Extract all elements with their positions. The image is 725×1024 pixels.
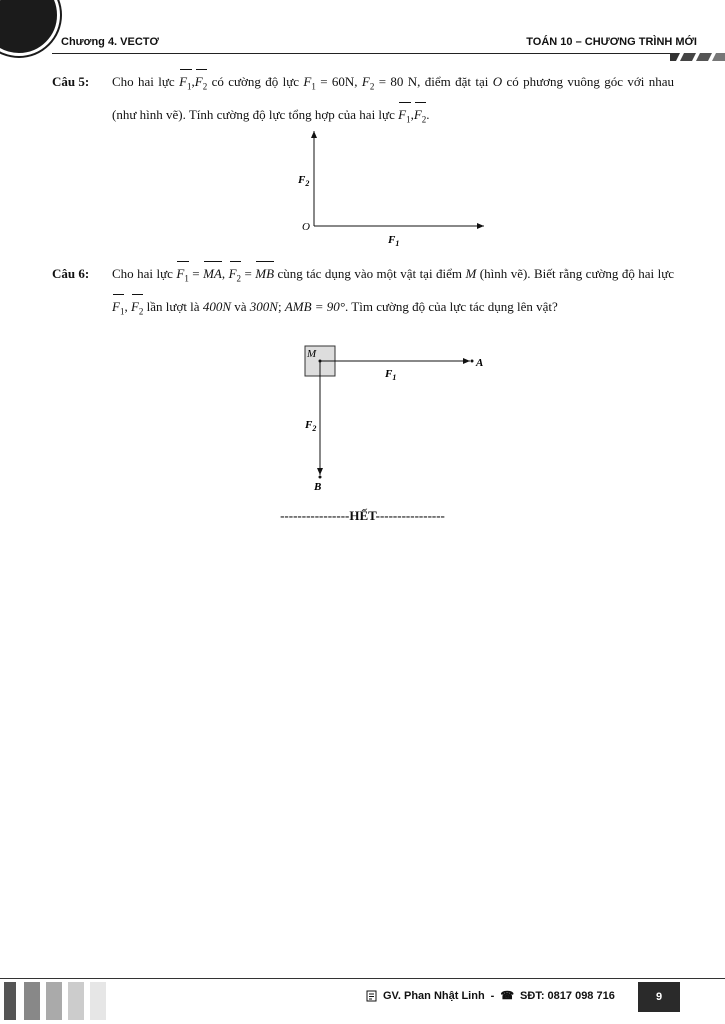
semicolon: ; (277, 298, 282, 314)
footer-bars (0, 982, 120, 1022)
chapter-title: Chương 4. VECTƠ (61, 36, 159, 48)
text: Cho hai lực (112, 266, 173, 281)
teacher-name: GV. Phan Nhật Linh (383, 989, 485, 1002)
vector-f1: $F_1$ (112, 293, 124, 326)
text: Cho hai lực (112, 74, 175, 89)
text: lần lượt là (146, 298, 200, 314)
equals: = (241, 266, 256, 281)
vector-f2: $F_2$ (229, 260, 241, 293)
label-b: B (314, 481, 322, 493)
label-f1: $F_1$ (388, 234, 400, 248)
header-stripes (670, 53, 725, 73)
label-o: O (302, 221, 310, 233)
vector-f1: $F_1$ (176, 260, 188, 293)
label-f1: $F_1$ (385, 368, 397, 382)
vector-f2: $F_2$ (131, 293, 143, 326)
question-5 (52, 68, 674, 133)
text: cùng tác dụng vào một vật tại điểm (277, 266, 463, 281)
vector-ma: MA (203, 260, 222, 288)
question-label: Câu 5: (52, 74, 90, 89)
figure-q5 (290, 125, 495, 250)
phone-number: SĐT: 0817 098 716 (520, 989, 615, 1002)
comma: , (410, 106, 414, 122)
point-o: O (492, 74, 503, 89)
page-header (0, 0, 725, 60)
vector-f1: $F_1$ (398, 101, 410, 134)
question-label: Câu 6: (52, 266, 90, 281)
value-400: 400N (202, 298, 231, 314)
course-title: TOÁN 10 – CHƯƠNG TRÌNH MỚI (526, 36, 697, 48)
text: (hình vẽ). Biết rằng cường độ hai lực (479, 266, 675, 281)
equals: = (188, 266, 204, 281)
logo-icon (0, 0, 7, 9)
text: , điểm đặt tại (417, 74, 489, 89)
angle-amb: AMB = 90° (284, 298, 346, 314)
value-300: 300N (249, 298, 278, 314)
header-divider (52, 53, 670, 54)
magnitude-f2: $F_2 = 80$ N (361, 74, 418, 92)
vector-mb: MB (255, 260, 274, 288)
vector-f2: $F_2$ (414, 101, 426, 134)
question-text: Cho hai lực $F_1$ = MA, $F_2$ = MB cùng tác dụng vào một vật tại điểm M (hình vẽ). Biết rằng cường độ hai lực $F_1$, $F_2$ lần lượt là 400N và 300N; AMB = 90°. Tìm cường độ của lực tác dụng lên vật? (112, 260, 674, 325)
question-6 (52, 260, 674, 325)
footer-info (366, 989, 615, 1002)
point-b-dot (319, 476, 322, 479)
question-text (112, 68, 674, 133)
phone-icon: ☎ (500, 990, 515, 1002)
label-m: M (307, 348, 317, 360)
magnitude-f1: $F_1 = 60N$ (303, 74, 355, 92)
page-number: 9 (638, 982, 680, 1012)
point-a-dot (471, 360, 474, 363)
separator: - (490, 989, 495, 1002)
period: . (426, 106, 430, 122)
logo (0, 0, 60, 56)
end-marker: ----------------HẾT---------------- (280, 508, 445, 523)
vector-f1: $F_1$ (179, 68, 191, 101)
text: và (234, 298, 247, 314)
text: có phương vuông góc với nhau (như hình vẽ). Tính cường độ lực tổng hợp của hai lực (112, 74, 674, 122)
figure-q6 (300, 340, 500, 498)
document-icon (366, 990, 377, 1002)
point-m-dot (319, 360, 322, 363)
text: . Tìm cường độ của lực tác dụng lên vật? (345, 298, 558, 314)
point-m: M (465, 266, 477, 281)
text: có cường độ lực (211, 74, 300, 89)
comma: , (354, 74, 358, 89)
label-a: A (476, 357, 484, 369)
page-footer (0, 976, 725, 1024)
comma: , (191, 74, 195, 89)
label-f2: $F_2$ (305, 419, 317, 433)
footer-divider (0, 978, 725, 979)
vector-f2: $F_2$ (195, 68, 207, 101)
label-f2: $F_2$ (298, 174, 310, 188)
